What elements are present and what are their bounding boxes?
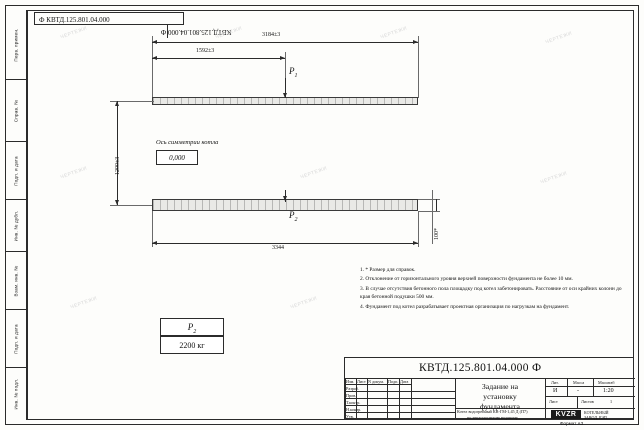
dim-line-vertical: [117, 101, 118, 205]
dim-text-right-height: 100*: [434, 228, 440, 240]
tb-divider: [411, 378, 412, 420]
drawing-code: КВТД.125.801.04.000 Ф: [419, 362, 542, 374]
label-p2: $P_2$: [289, 210, 298, 223]
tb-role: Пров.: [346, 393, 357, 398]
leader-arrow-p2: [283, 196, 287, 201]
tb-product-line-1: Котел водогрейный КВ-ГМ-1,45 Д (П7): [457, 409, 528, 414]
tb-sheets-label: Листов: [581, 399, 594, 404]
tb-right-header: Масса: [573, 379, 585, 385]
tb-lit-value: И: [553, 387, 558, 394]
tb-divider: [545, 378, 546, 420]
tb-divider: [345, 398, 455, 399]
left-cell-label: Инв. № подл.: [13, 378, 19, 410]
tb-col-header: Изм.: [346, 379, 355, 384]
watermark: ЧЕРТЕЖИ: [289, 295, 319, 311]
left-cell-1: [5, 80, 27, 142]
note-item: 2. Отклонение от горизонтального уровня верхней поверхности фундамента не более 10 мм.: [360, 276, 573, 283]
left-cell-5: [5, 310, 27, 368]
top-title-rotated-box: [160, 25, 231, 38]
tb-divider: [567, 378, 568, 396]
tb-divider: [545, 386, 635, 387]
tb-divider: [356, 378, 357, 420]
load-value: 2200 кг: [179, 341, 205, 350]
ext-line: [418, 211, 440, 212]
dim-text-top-overall: 3184±3: [262, 32, 281, 38]
dim-text-bottom-overall: 3344: [272, 245, 284, 251]
tb-sheets-value: 1: [610, 399, 613, 404]
tb-divider: [545, 408, 635, 409]
watermark: ЧЕРТЕЖИ: [214, 25, 244, 41]
dim-arrow: [152, 56, 157, 60]
watermark: ЧЕРТЕЖИ: [59, 165, 89, 181]
dim-line-right-height: [436, 199, 437, 211]
tb-divider: [345, 412, 455, 413]
tb-divider: [577, 396, 578, 408]
dim-arrow: [413, 241, 418, 245]
dim-arrow: [152, 40, 157, 44]
dim-line-bottom-overall: [152, 243, 418, 244]
title-line-1: Задание на: [481, 382, 519, 391]
tb-divider: [399, 378, 400, 420]
tb-role: Н.контр.: [346, 407, 362, 412]
tb-col-header: Дата: [400, 379, 409, 384]
note-item: 4. Фундамент под котел разрабатывает проектная организация по нагрузкам на фундамент.: [360, 303, 570, 310]
tb-role: Разраб.: [346, 386, 359, 391]
tb-scale-value: 1:20: [603, 388, 614, 394]
dim-arrow: [115, 101, 119, 106]
watermark: ЧЕРТЕЖИ: [539, 170, 569, 186]
tb-divider: [545, 396, 635, 397]
watermark: ЧЕРТЕЖИ: [69, 295, 99, 311]
dim-text-top-inner: 1592±3: [196, 48, 215, 54]
load-symbol: $P_2$: [187, 322, 197, 335]
left-cell-label: Инв. № дубл.: [13, 210, 19, 241]
left-cell-0: [5, 10, 27, 80]
dim-arrow: [413, 40, 418, 44]
dim-text-vertical: 1200±3: [115, 156, 121, 175]
foundation-beam-top: [152, 97, 418, 105]
tb-right-header: Масштаб: [598, 379, 615, 385]
dim-arrow: [152, 241, 157, 245]
tb-divider: [455, 378, 456, 420]
tb-divider: [345, 405, 455, 406]
company-logo-caption: КОТЕЛЬНЫЙ ЗАВОД, РЭП: [584, 410, 609, 421]
tb-role: Т.контр.: [346, 400, 361, 405]
note-item: 3. В случае отсутствия бетонного пола площадку под котел забетонировать. Расстояние от оси крайних колонн до края бетонной подушки 500 мм.: [360, 285, 622, 301]
left-cell-2: [5, 142, 27, 200]
watermark: ЧЕРТЕЖИ: [379, 25, 409, 41]
axis-symmetry-note: Ось симметрии котла: [156, 139, 219, 146]
title-block: [344, 357, 634, 419]
tb-divider: [593, 378, 594, 396]
ext-line: [110, 205, 154, 206]
left-cell-label: Взам. инв. №: [13, 265, 19, 296]
title-line-2: установку: [483, 392, 517, 401]
ext-line: [152, 36, 153, 98]
left-cell-label: Перв. примен.: [13, 27, 19, 62]
tb-sheet-label: Лист: [549, 399, 558, 404]
load-symbol-box: [160, 318, 224, 336]
ext-line: [418, 211, 419, 247]
label-p1: $P_1$: [289, 66, 298, 79]
left-cell-6: [5, 368, 27, 420]
title-line-3: фундамента: [480, 402, 520, 411]
dim-arrow: [115, 200, 119, 205]
technical-notes: [360, 266, 628, 312]
top-title-text: Ф КВТД.125.801.04.000: [39, 16, 110, 24]
hatch-pattern: [153, 98, 417, 104]
tb-divider: [367, 378, 368, 420]
tb-divider: [345, 384, 411, 385]
company-logo: KVZR: [551, 410, 581, 419]
tb-col-header: N докум.: [368, 379, 385, 384]
zero-level-box: 0,000: [156, 150, 198, 165]
load-value-box: [160, 336, 224, 354]
watermark: ЧЕРТЕЖИ: [544, 30, 574, 46]
tb-right-header: Лит.: [551, 379, 559, 385]
leader-arrow-p1: [283, 93, 287, 98]
tb-divider: [345, 391, 455, 392]
dim-arrow: [280, 56, 285, 60]
left-cell-label: Подп. и дата: [13, 323, 19, 354]
left-margin-column: [5, 10, 27, 420]
dim-line-top-overall: [152, 42, 418, 43]
ext-line: [418, 36, 419, 98]
tb-col-header: Лист: [357, 379, 366, 384]
left-cell-label: Подп. и дата: [13, 155, 19, 186]
tb-role: Утв.: [346, 414, 354, 419]
watermark: ЧЕРТЕЖИ: [299, 165, 329, 181]
tb-mass-value: -: [577, 388, 579, 394]
left-cell-3: [5, 200, 27, 252]
note-item: 1. * Размер для справок.: [360, 267, 416, 273]
left-cell-label: Справ. №: [13, 99, 19, 122]
dim-line-top-inner: [152, 58, 285, 59]
watermark: ЧЕРТЕЖИ: [59, 25, 89, 41]
sheet-format-label: Формат A3: [560, 421, 584, 426]
tb-divider: [387, 378, 388, 420]
top-title-rotated-text: КВТД.125.801.04.000 Ф: [160, 27, 231, 36]
tb-col-header: Подп.: [388, 379, 399, 384]
tb-product-line-2: по теплоносителю водяному: [467, 414, 518, 420]
left-cell-4: [5, 252, 27, 310]
